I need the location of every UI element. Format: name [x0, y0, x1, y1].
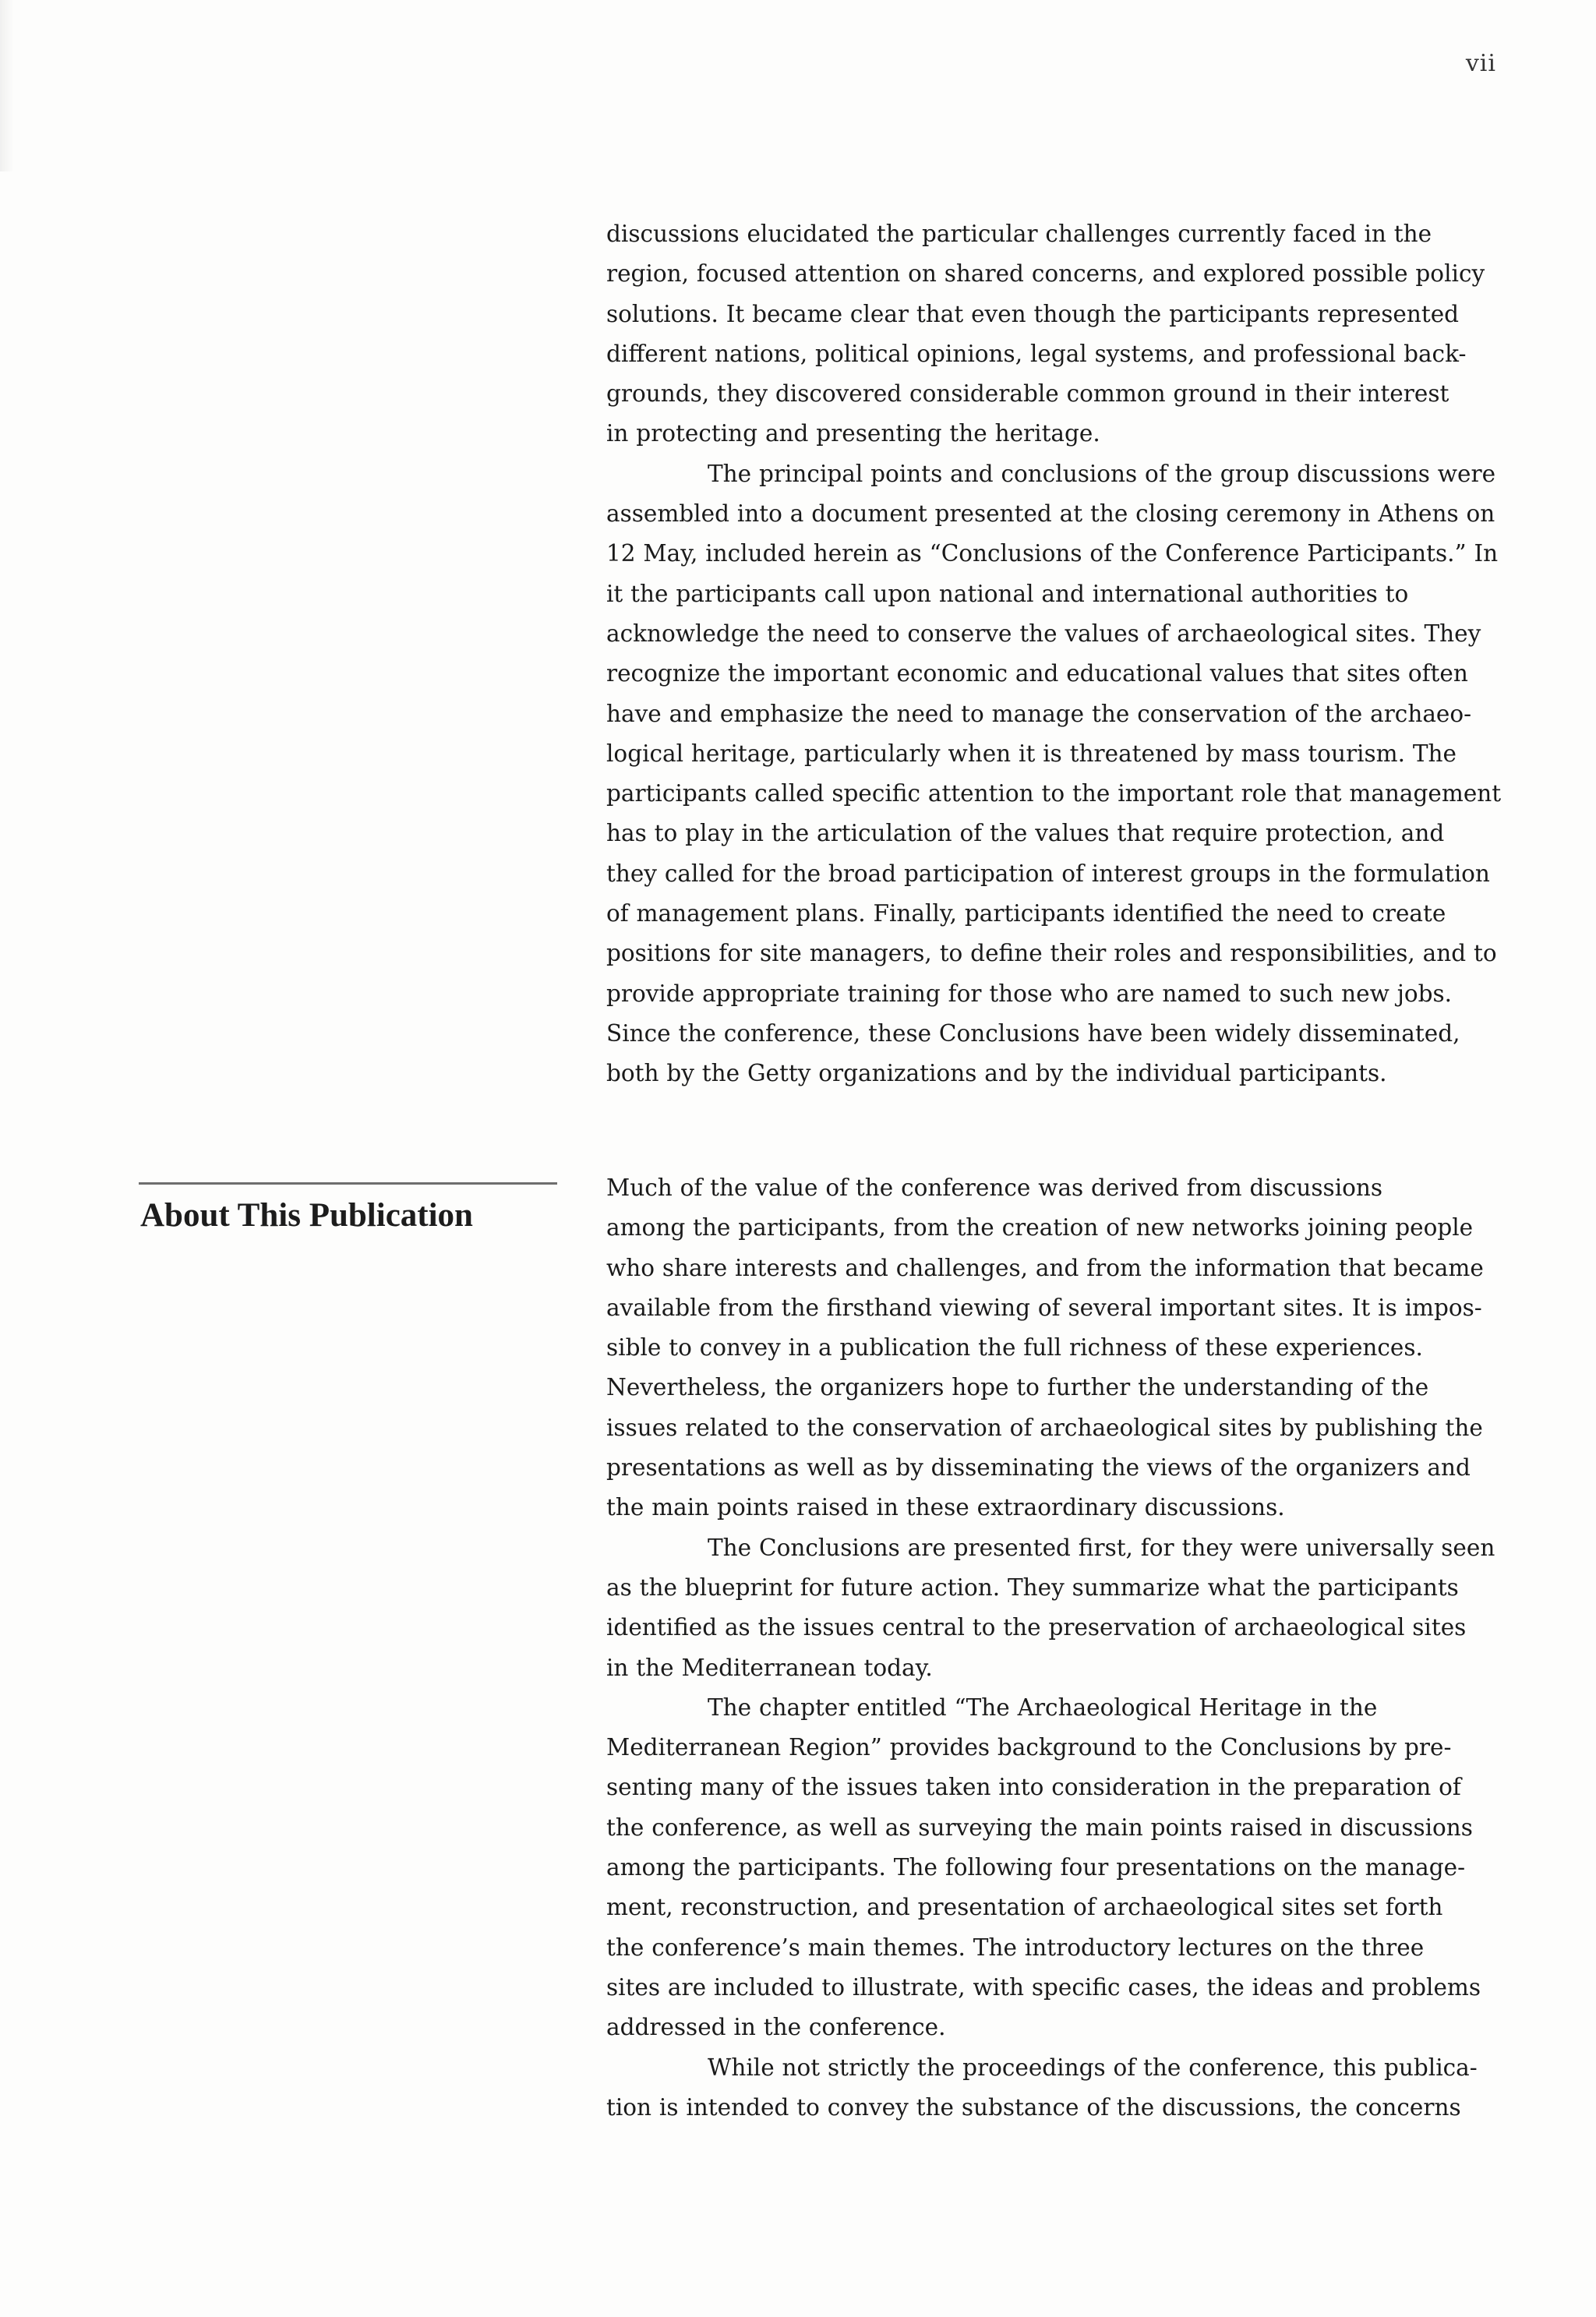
text-line: both by the Getty organizations and by the individual participants. — [606, 1060, 1387, 1087]
text-line: tion is intended to convey the substance of the discussions, the concerns — [606, 2093, 1461, 2121]
text-line: among the participants, from the creation of new networks joining people — [606, 1214, 1474, 1242]
text-line: Mediterranean Region” provides background to the Conclusions by pre- — [606, 1734, 1452, 1761]
text-line: The chapter entitled “The Archaeological Heritage in the — [708, 1694, 1378, 1721]
text-line: solutions. It became clear that even though the participants represented — [606, 300, 1460, 327]
text-line: they called for the broad participation of interest groups in the formulation — [606, 860, 1490, 887]
text-line: among the participants. The following four presentations on the manage- — [606, 1854, 1466, 1881]
text-line: issues related to the conservation of archaeological sites by publishing the — [606, 1414, 1483, 1441]
paragraph — [606, 214, 1499, 454]
intro-text-block — [606, 214, 1502, 1094]
text-line: sible to convey in a publication the full richness of these experiences. — [606, 1334, 1423, 1362]
text-line: sites are included to illustrate, with specific cases, the ideas and problems — [606, 1973, 1481, 2001]
text-line: 12 May, included herein as “Conclusions of the Conference Participants.” In — [606, 540, 1499, 567]
text-line: it the participants call upon national and international authorities to — [606, 580, 1409, 607]
section-divider — [139, 1182, 557, 1185]
text-line: Nevertheless, the organizers hope to further the understanding of the — [606, 1374, 1429, 1401]
paragraph — [606, 1688, 1499, 2048]
text-line: ment, reconstruction, and presentation of archaeological sites set forth — [606, 1894, 1443, 1921]
text-line: recognize the important economic and educational values that sites often — [606, 660, 1468, 687]
text-line: different nations, political opinions, legal systems, and professional back- — [606, 340, 1467, 367]
section-text-block — [606, 1168, 1499, 2128]
text-line: Much of the value of the conference was derived from discussions — [606, 1174, 1383, 1201]
paragraph — [606, 2048, 1499, 2128]
text-line: as the blueprint for future action. They summarize what the participants — [606, 1574, 1459, 1601]
text-line: have and emphasize the need to manage the conservation of the archaeo- — [606, 700, 1472, 727]
text-line: positions for site managers, to define their roles and responsibilities, and to — [606, 940, 1497, 967]
text-line: identified as the issues central to the preservation of archaeological sites — [606, 1614, 1467, 1641]
text-line: addressed in the conference. — [606, 2014, 946, 2041]
text-line: of management plans. Finally, participants identified the need to create — [606, 900, 1446, 927]
text-line: discussions elucidated the particular challenges currently faced in the — [606, 221, 1432, 247]
text-line: presentations as well as by disseminating the views of the organizers and — [606, 1454, 1471, 1482]
text-line: in protecting and presenting the heritage. — [606, 420, 1100, 447]
paragraph — [606, 1528, 1499, 1688]
text-line: senting many of the issues taken into consideration in the preparation of — [606, 1774, 1461, 1801]
text-line: in the Mediterranean today. — [606, 1654, 933, 1681]
paragraph — [606, 1168, 1499, 1528]
text-line: assembled into a document presented at the closing ceremony in Athens on — [606, 500, 1495, 528]
text-line: The Conclusions are presented first, for they were universally seen — [708, 1534, 1495, 1561]
paragraph — [606, 454, 1502, 1094]
text-line: provide appropriate training for those who are named to such new jobs. — [606, 980, 1453, 1007]
text-line: available from the firsthand viewing of several important sites. It is impos- — [606, 1294, 1482, 1321]
text-line: The principal points and conclusions of the group discussions were — [708, 460, 1496, 487]
text-line: grounds, they discovered considerable common ground in their interest — [606, 380, 1449, 408]
section-heading: About This Publication — [140, 1197, 473, 1234]
text-line: who share interests and challenges, and from the information that became — [606, 1254, 1484, 1281]
text-line: the main points raised in these extraordinary discussions. — [606, 1494, 1285, 1521]
text-line: the conference, as well as surveying the main points raised in discussions — [606, 1814, 1473, 1841]
text-line: the conference’s main themes. The introductory lectures on the three — [606, 1934, 1425, 1961]
page-number: vii — [1465, 50, 1496, 77]
text-line: acknowledge the need to conserve the values of archaeological sites. They — [606, 620, 1481, 647]
text-line: Since the conference, these Conclusions have been widely disseminated, — [606, 1019, 1460, 1047]
text-line: region, focused attention on shared concerns, and explored possible policy — [606, 260, 1485, 288]
text-line: participants called specific attention to the important role that management — [606, 780, 1502, 807]
text-line: has to play in the articulation of the values that require protection, and — [606, 820, 1445, 847]
text-line: logical heritage, particularly when it is threatened by mass tourism. The — [606, 740, 1457, 767]
page-edge-shadow — [0, 0, 14, 171]
text-line: While not strictly the proceedings of the conference, this publica- — [708, 2054, 1478, 2081]
